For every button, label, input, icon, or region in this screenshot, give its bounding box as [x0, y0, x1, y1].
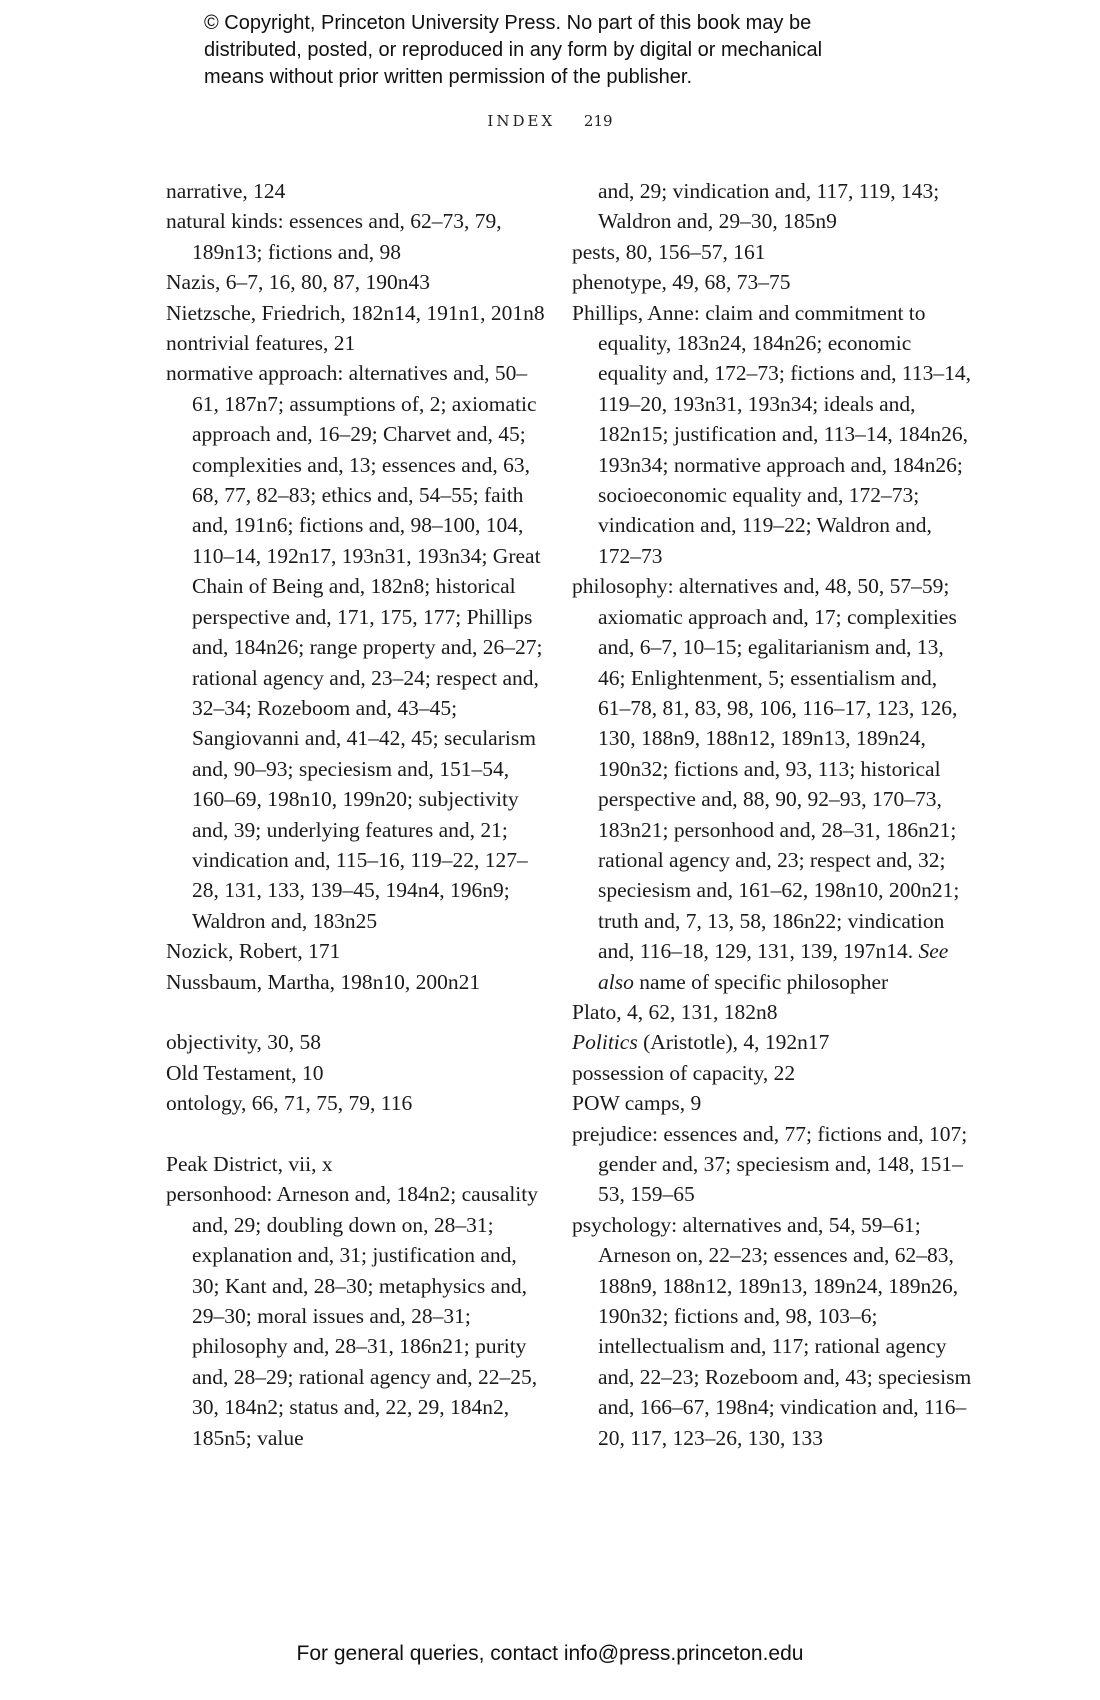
- footer-contact: For general queries, contact info@press.princeton.edu: [296, 1642, 804, 1665]
- index-entry: phenotype, 49, 68, 73–75: [572, 270, 791, 295]
- index-entry: Plato, 4, 62, 131, 182n8: [572, 999, 778, 1024]
- index-column-left: [166, 176, 546, 1453]
- running-head-label: INDEX: [487, 112, 556, 130]
- index-entry: prejudice: essences and, 77; fictions and, 107; gender and, 37; speciesism and, 148, 151–53, 159–65: [572, 1121, 968, 1207]
- index-entry: pests, 80, 156–57, 161: [572, 239, 766, 264]
- section-gap: [166, 1119, 546, 1149]
- copyright-line: © Copyright, Princeton University Press. No part of this book may be: [204, 12, 812, 34]
- index-entry: POW camps, 9: [572, 1091, 702, 1116]
- index-entry-continued: and, 29; vindication and, 117, 119, 143; Waldron and, 29–30, 185n9: [598, 179, 940, 234]
- index-entry: personhood: Arneson and, 184n2; causality and, 29; doubling down on, 28–31; explanation and, 31; justification and, 30; Kant and, 28–30; metaphysics and, 29–30; moral issues and, 28–31; philosophy and, 28–31, 186n21; purity and, 28–29; rational agency and, 22–25, 30, 184n2; status and, 22, 29, 184n2, 185n5; value: [166, 1182, 539, 1450]
- index-entry: ontology, 66, 71, 75, 79, 116: [166, 1091, 413, 1116]
- running-head: [0, 112, 1100, 130]
- index-entry: Old Testament, 10: [166, 1060, 324, 1085]
- index-column-right: [572, 176, 972, 1453]
- book-title: Politics: [572, 1030, 638, 1055]
- index-entry-text: philosophy: alternatives and, 48, 50, 57–59; axiomatic approach and, 17; complexities and, 6–7, 10–15; egalitarianism and, 13, 46; Enlightenment, 5; essentialism and, 61–78, 81, 83, 98, 106, 116–17, 123, 126, 130, 188n9, 188n12, 189n13, 189n24, 190n32; fictions and, 93, 113; historical perspective and, 88, 90, 92–93, 170–73, 183n21; personhood and, 28–31, 186n21; rational agency and, 23; respect and, 32; speciesism and, 161–62, 198n10, 200n21; truth and, 7, 13, 58, 186n22; vindication and, 116–18, 129, 131, 139, 197n14.: [572, 574, 960, 964]
- index-entry: [572, 1027, 972, 1057]
- copyright-notice: [204, 10, 924, 91]
- index-entry: nontrivial features, 21: [166, 331, 356, 356]
- index-entry-text: (Aristotle), 4, 192n17: [643, 1030, 830, 1055]
- index-entry: possession of capacity, 22: [572, 1060, 796, 1085]
- index-entry: [572, 571, 972, 997]
- index-entry: Nazis, 6–7, 16, 80, 87, 190n43: [166, 270, 430, 295]
- index-entry: narrative, 124: [166, 179, 286, 203]
- index-entry: Nietzsche, Friedrich, 182n14, 191n1, 201n8: [166, 300, 545, 325]
- index-entry: normative approach: alternatives and, 50–61, 187n7; assumptions of, 2; axiomatic approach and, 16–29; Charvet and, 45; complexities and, 13; essences and, 63, 68, 77, 82–83; ethics and, 54–55; faith and, 191n6; fictions and, 98–100, 104, 110–14, 192n17, 193n31, 193n34; Great Chain of Being and, 182n8; historical perspective and, 171, 175, 177; Phillips and, 184n26; range property and, 26–27; rational agency and, 23–24; respect and, 32–34; Rozeboom and, 43–45; Sangiovanni and, 41–42, 45; secularism and, 90–93; speciesism and, 151–54, 160–69, 198n10, 199n20; subjectivity and, 39; underlying features and, 21; vindication and, 115–16, 119–22, 127–28, 131, 133, 139–45, 194n4, 196n9; Waldron and, 183n25: [166, 361, 543, 933]
- index-entry: natural kinds: essences and, 62–73, 79, 189n13; fictions and, 98: [166, 209, 502, 264]
- copyright-line: distributed, posted, or reproduced in any form by digital or mechanical: [204, 39, 823, 61]
- copyright-line: means without prior written permission of the publisher.: [204, 66, 693, 88]
- index-entry: Nussbaum, Martha, 198n10, 200n21: [166, 969, 481, 994]
- see-also-target: name of specific philosopher: [639, 969, 889, 994]
- see-also-label: See also: [598, 939, 949, 994]
- section-gap: [166, 997, 546, 1027]
- index-entry: psychology: alternatives and, 54, 59–61; Arneson on, 22–23; essences and, 62–83, 188n9, 188n12, 189n13, 189n24, 189n26, 190n32; fictions and, 98, 103–6; intellectualism and, 117; rational agency and, 22–23; Rozeboom and, 43; speciesism and, 166–67, 198n4; vindication and, 116–20, 117, 123–26, 130, 133: [572, 1212, 972, 1450]
- index-entry: objectivity, 30, 58: [166, 1030, 322, 1055]
- index-entry: Nozick, Robert, 171: [166, 939, 341, 964]
- page-number: 219: [583, 112, 613, 130]
- index-entry: Phillips, Anne: claim and commitment to equality, 183n24, 184n26; economic equality and, 172–73; fictions and, 113–14, 119–20, 193n31, 193n34; ideals and, 182n15; justification and, 113–14, 184n26, 193n34; normative approach and, 184n26; socioeconomic equality and, 172–73; vindication and, 119–22; Waldron and, 172–73: [572, 300, 972, 568]
- index-entry: Peak District, vii, x: [166, 1151, 333, 1176]
